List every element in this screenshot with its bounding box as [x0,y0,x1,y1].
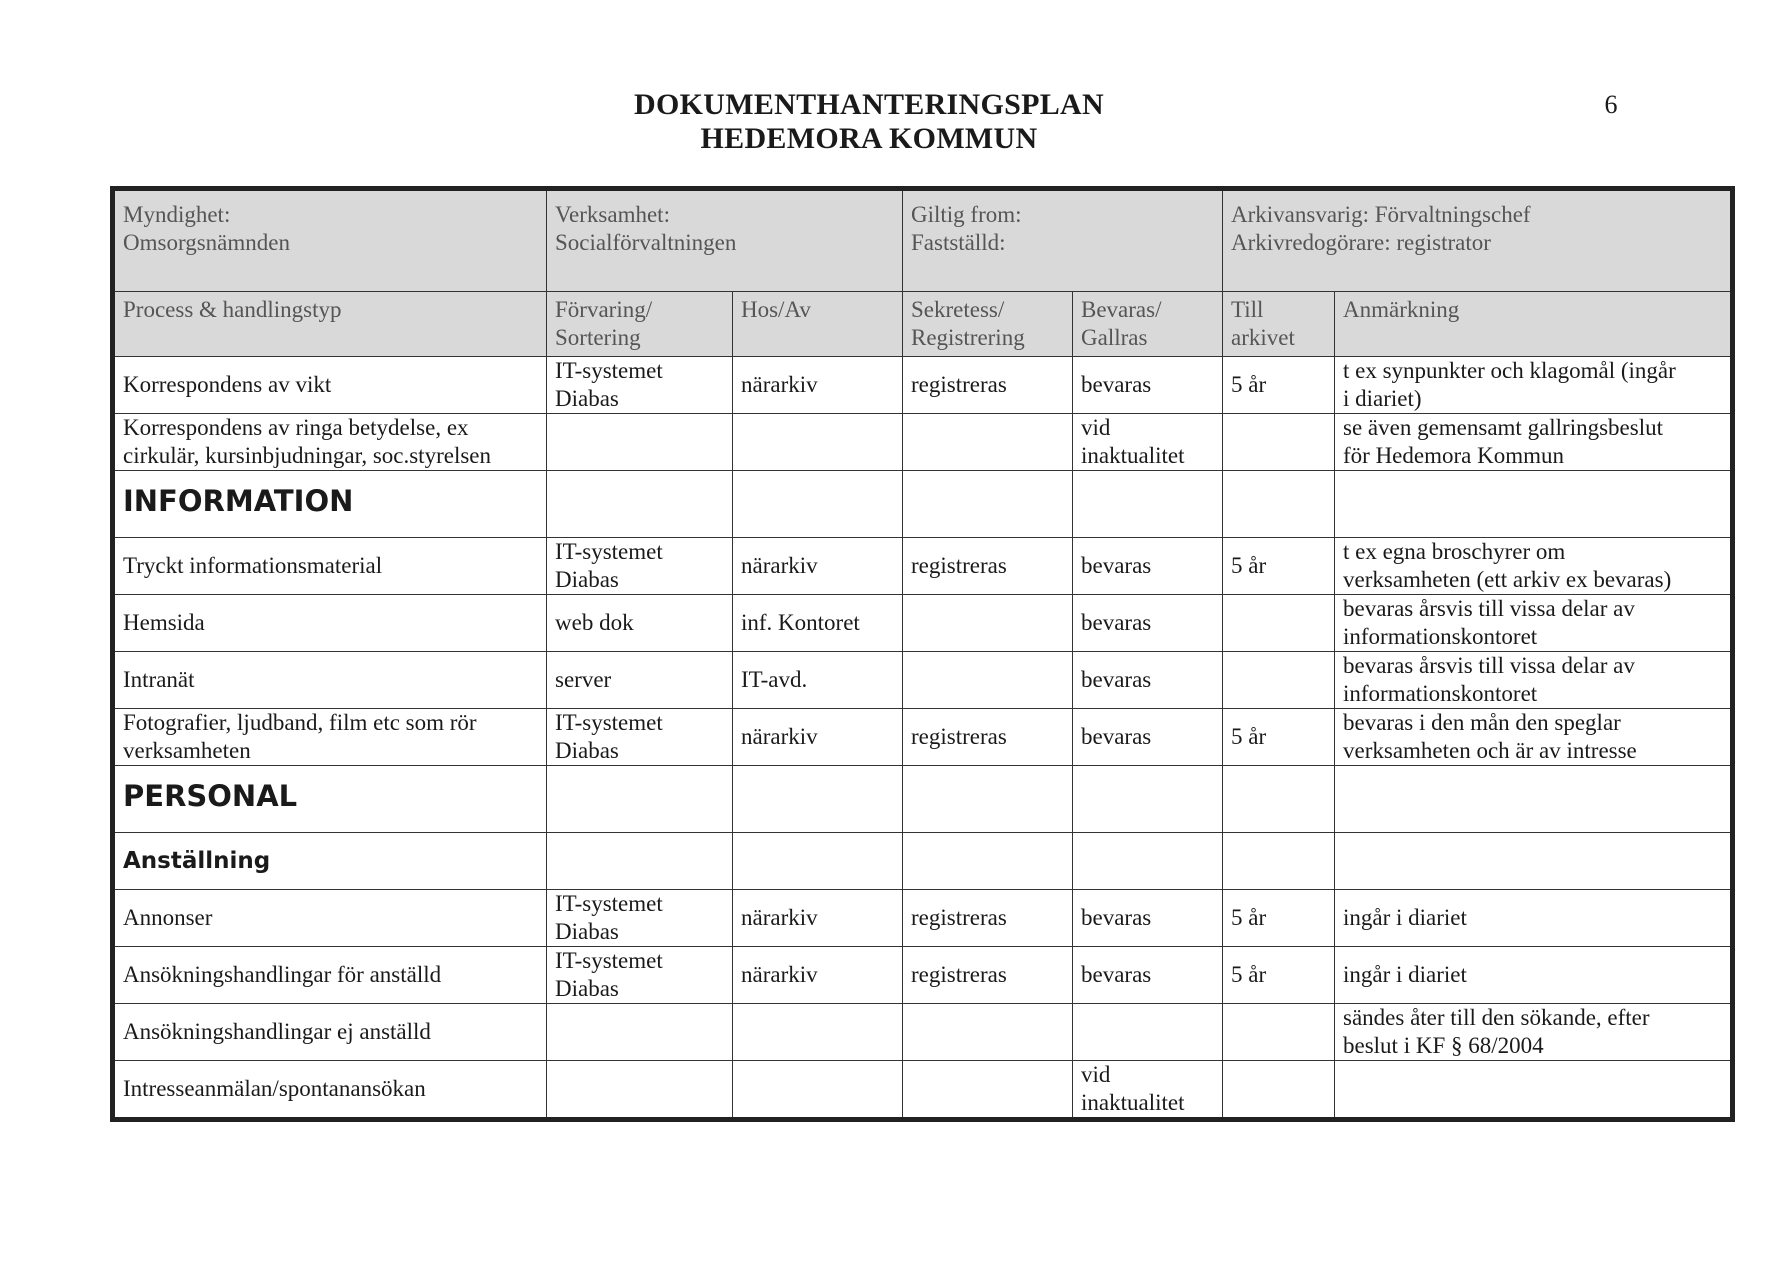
process-line1: Korrespondens av ringa betydelse, ex [123,415,469,440]
forvaring-line1: server [555,667,612,692]
bevaras-line1: bevaras [1081,553,1152,578]
table-row [113,947,1733,1004]
hosav-cell [733,652,903,709]
forvaring-cell [547,709,733,766]
till-arkivet-cell [1223,414,1335,471]
anmarkning-line1: t ex synpunkter och klagomål (ingår [1343,358,1676,383]
anmarkning-cell [1335,538,1733,595]
col-anmarkning [1335,292,1733,357]
table-row [113,414,1733,471]
col-process [113,292,547,357]
empty-cell [903,833,1073,890]
sekretess-cell [903,414,1073,471]
empty-cell [903,766,1073,833]
hosav-cell [733,357,903,414]
process-cell [113,595,547,652]
anmarkning-cell [1335,414,1733,471]
empty-cell [547,471,733,538]
page-number: 6 [1604,90,1618,119]
bevaras-line1: bevaras [1081,962,1152,987]
till-arkivet-cell [1223,357,1335,414]
anmarkning-line2: informationskontoret [1343,624,1538,649]
hosav-cell [733,1061,903,1120]
anmarkning-line1: bevaras årsvis till vissa delar av [1343,653,1635,678]
table-row [113,595,1733,652]
empty-cell [1073,766,1223,833]
hosav-value: närarkiv [741,372,818,397]
till-arkivet-value: 5 år [1231,724,1267,749]
sekretess-cell [903,595,1073,652]
table-row [113,652,1733,709]
anmarkning-line1: se även gemensamt gallringsbeslut [1343,415,1664,440]
col-process-label: Process & handlingstyp [123,297,342,322]
till-arkivet-value: 5 år [1231,372,1267,397]
sekretess-cell [903,652,1073,709]
forvaring-cell [547,1061,733,1120]
meta-faststalld-label: Fastställd: [911,230,1006,255]
process-line1: Ansökningshandlingar för anställd [123,962,442,987]
empty-cell [1223,766,1335,833]
bevaras-cell [1073,709,1223,766]
empty-cell [733,766,903,833]
document-plan-table [110,186,1735,1122]
hosav-cell [733,1004,903,1061]
section-row [113,766,1733,833]
hosav-cell [733,538,903,595]
anmarkning-line2: för Hedemora Kommun [1343,443,1564,468]
empty-cell [1223,833,1335,890]
sekretess-cell [903,538,1073,595]
sekretess-cell [903,890,1073,947]
hosav-value: IT-avd. [741,667,808,692]
forvaring-line1: IT-systemet [555,710,663,735]
forvaring-line2: Diabas [555,976,619,1001]
till-arkivet-cell [1223,1061,1335,1120]
col-hosav [733,292,903,357]
forvaring-cell [547,414,733,471]
table-row [113,1061,1733,1120]
process-cell [113,357,547,414]
column-header-row [113,292,1733,357]
anmarkning-line2: verksamheten (ett arkiv ex bevaras) [1343,567,1672,592]
col-sekretess-line1: Sekretess/ [911,297,1005,322]
sekretess-cell [903,709,1073,766]
document-subtitle: HEDEMORA KOMMUN [700,122,1038,155]
sekretess-value: registreras [911,372,1007,397]
hosav-value: närarkiv [741,724,818,749]
empty-cell [733,833,903,890]
bevaras-cell [1073,357,1223,414]
hosav-cell [733,595,903,652]
subsection-cell [113,833,547,890]
empty-cell [1335,833,1733,890]
process-cell [113,538,547,595]
forvaring-cell [547,890,733,947]
bevaras-line2: inaktualitet [1081,1090,1185,1115]
forvaring-line2: Diabas [555,919,619,944]
process-line1: Fotografier, ljudband, film etc som rör [123,710,477,735]
forvaring-line1: IT-systemet [555,948,663,973]
meta-giltig [903,189,1223,292]
forvaring-cell [547,652,733,709]
process-cell [113,947,547,1004]
hosav-cell [733,709,903,766]
empty-cell [1073,833,1223,890]
bevaras-line1: vid [1081,415,1111,440]
bevaras-cell [1073,414,1223,471]
bevaras-line1: vid [1081,1062,1111,1087]
meta-arkivansvarig: Arkivansvarig: Förvaltningschef [1231,202,1531,227]
bevaras-line1: bevaras [1081,905,1152,930]
anmarkning-line1: sändes åter till den sökande, efter [1343,1005,1650,1030]
subsection-title: Anställning [123,848,271,874]
process-line1: Tryckt informationsmaterial [123,553,383,578]
hosav-value: närarkiv [741,905,818,930]
col-bevaras-line1: Bevaras/ [1081,297,1162,322]
anmarkning-cell [1335,1061,1733,1120]
meta-verksamhet [547,189,903,292]
process-line1: Annonser [123,905,213,930]
process-line2: cirkulär, kursinbjudningar, soc.styrelsen [123,443,491,468]
till-arkivet-cell [1223,652,1335,709]
bevaras-line2: inaktualitet [1081,443,1185,468]
empty-cell [547,766,733,833]
anmarkning-cell [1335,947,1733,1004]
anmarkning-line2: i diariet) [1343,386,1422,411]
empty-cell [733,471,903,538]
col-forvaring-line2: Sortering [555,325,641,350]
bevaras-line1: bevaras [1081,610,1152,635]
anmarkning-cell [1335,1004,1733,1061]
bevaras-cell [1073,1061,1223,1120]
till-arkivet-value: 5 år [1231,962,1267,987]
anmarkning-line1: ingår i diariet [1343,962,1467,987]
meta-arkiv [1223,189,1733,292]
table-row [113,1004,1733,1061]
forvaring-line1: IT-systemet [555,358,663,383]
empty-cell [1223,471,1335,538]
bevaras-cell [1073,947,1223,1004]
till-arkivet-value: 5 år [1231,553,1267,578]
process-cell [113,709,547,766]
till-arkivet-cell [1223,538,1335,595]
bevaras-cell [1073,1004,1223,1061]
empty-cell [547,833,733,890]
col-till-line2: arkivet [1231,325,1295,350]
hosav-cell [733,890,903,947]
anmarkning-line1: bevaras årsvis till vissa delar av [1343,596,1635,621]
bevaras-line1: bevaras [1081,667,1152,692]
forvaring-line1: web dok [555,610,634,635]
col-forvaring-line1: Förvaring/ [555,297,653,322]
anmarkning-line1: ingår i diariet [1343,905,1467,930]
anmarkning-line1: bevaras i den mån den speglar [1343,710,1621,735]
col-hosav-label: Hos/Av [741,297,811,322]
sekretess-value: registreras [911,553,1007,578]
empty-cell [1335,766,1733,833]
col-forvaring [547,292,733,357]
bevaras-cell [1073,595,1223,652]
meta-row [113,189,1733,292]
process-line1: Hemsida [123,610,205,635]
bevaras-cell [1073,652,1223,709]
sekretess-cell [903,947,1073,1004]
sekretess-cell [903,1004,1073,1061]
anmarkning-line2: informationskontoret [1343,681,1538,706]
process-line1: Intresseanmälan/spontanansökan [123,1076,426,1101]
till-arkivet-cell [1223,890,1335,947]
subsection-row [113,833,1733,890]
meta-giltig-label: Giltig from: [911,202,1022,227]
process-line1: Korrespondens av vikt [123,372,332,397]
col-bevaras [1073,292,1223,357]
hosav-value: inf. Kontoret [741,610,860,635]
table-row [113,538,1733,595]
forvaring-line1: IT-systemet [555,891,663,916]
anmarkning-cell [1335,652,1733,709]
empty-cell [903,471,1073,538]
section-title: PERSONAL [123,779,298,813]
col-till-arkivet [1223,292,1335,357]
bevaras-line1: bevaras [1081,372,1152,397]
forvaring-line2: Diabas [555,386,619,411]
process-cell [113,652,547,709]
process-line2: verksamheten [123,738,251,763]
section-cell [113,471,547,538]
sekretess-cell [903,1061,1073,1120]
anmarkning-line2: verksamheten och är av intresse [1343,738,1637,763]
forvaring-cell [547,595,733,652]
sekretess-value: registreras [911,905,1007,930]
meta-myndighet [113,189,547,292]
process-line1: Intranät [123,667,195,692]
col-sekretess-line2: Registrering [911,325,1025,350]
anmarkning-cell [1335,709,1733,766]
anmarkning-cell [1335,890,1733,947]
table-row [113,890,1733,947]
forvaring-line1: IT-systemet [555,539,663,564]
till-arkivet-value: 5 år [1231,905,1267,930]
forvaring-cell [547,1004,733,1061]
forvaring-cell [547,357,733,414]
process-cell [113,1004,547,1061]
sekretess-value: registreras [911,962,1007,987]
process-cell [113,890,547,947]
meta-myndighet-label: Myndighet: [123,202,231,227]
forvaring-line2: Diabas [555,567,619,592]
sekretess-value: registreras [911,724,1007,749]
table-row [113,709,1733,766]
hosav-cell [733,947,903,1004]
bevaras-cell [1073,890,1223,947]
process-cell [113,414,547,471]
till-arkivet-cell [1223,947,1335,1004]
col-bevaras-line2: Gallras [1081,325,1148,350]
col-anmarkning-label: Anmärkning [1343,297,1460,322]
meta-arkivredogorare: Arkivredogörare: registrator [1231,230,1491,255]
empty-cell [1335,471,1733,538]
bevaras-line1: bevaras [1081,724,1152,749]
till-arkivet-cell [1223,1004,1335,1061]
document-title: DOKUMENTHANTERINGSPLAN [634,88,1104,121]
meta-myndighet-value: Omsorgsnämnden [123,230,290,255]
anmarkning-line1: t ex egna broschyrer om [1343,539,1566,564]
forvaring-cell [547,538,733,595]
hosav-value: närarkiv [741,962,818,987]
empty-cell [1073,471,1223,538]
till-arkivet-cell [1223,709,1335,766]
forvaring-line2: Diabas [555,738,619,763]
table-row [113,357,1733,414]
col-till-line1: Till [1231,297,1264,322]
sekretess-cell [903,357,1073,414]
process-line1: Ansökningshandlingar ej anställd [123,1019,431,1044]
forvaring-cell [547,947,733,1004]
anmarkning-cell [1335,357,1733,414]
anmarkning-cell [1335,595,1733,652]
col-sekretess [903,292,1073,357]
section-cell [113,766,547,833]
document-header [0,88,1738,156]
till-arkivet-cell [1223,595,1335,652]
meta-verksamhet-label: Verksamhet: [555,202,670,227]
bevaras-cell [1073,538,1223,595]
anmarkning-line2: beslut i KF § 68/2004 [1343,1033,1544,1058]
hosav-cell [733,414,903,471]
meta-verksamhet-value: Socialförvaltningen [555,230,737,255]
process-cell [113,1061,547,1120]
hosav-value: närarkiv [741,553,818,578]
section-row [113,471,1733,538]
section-title: INFORMATION [123,484,354,518]
